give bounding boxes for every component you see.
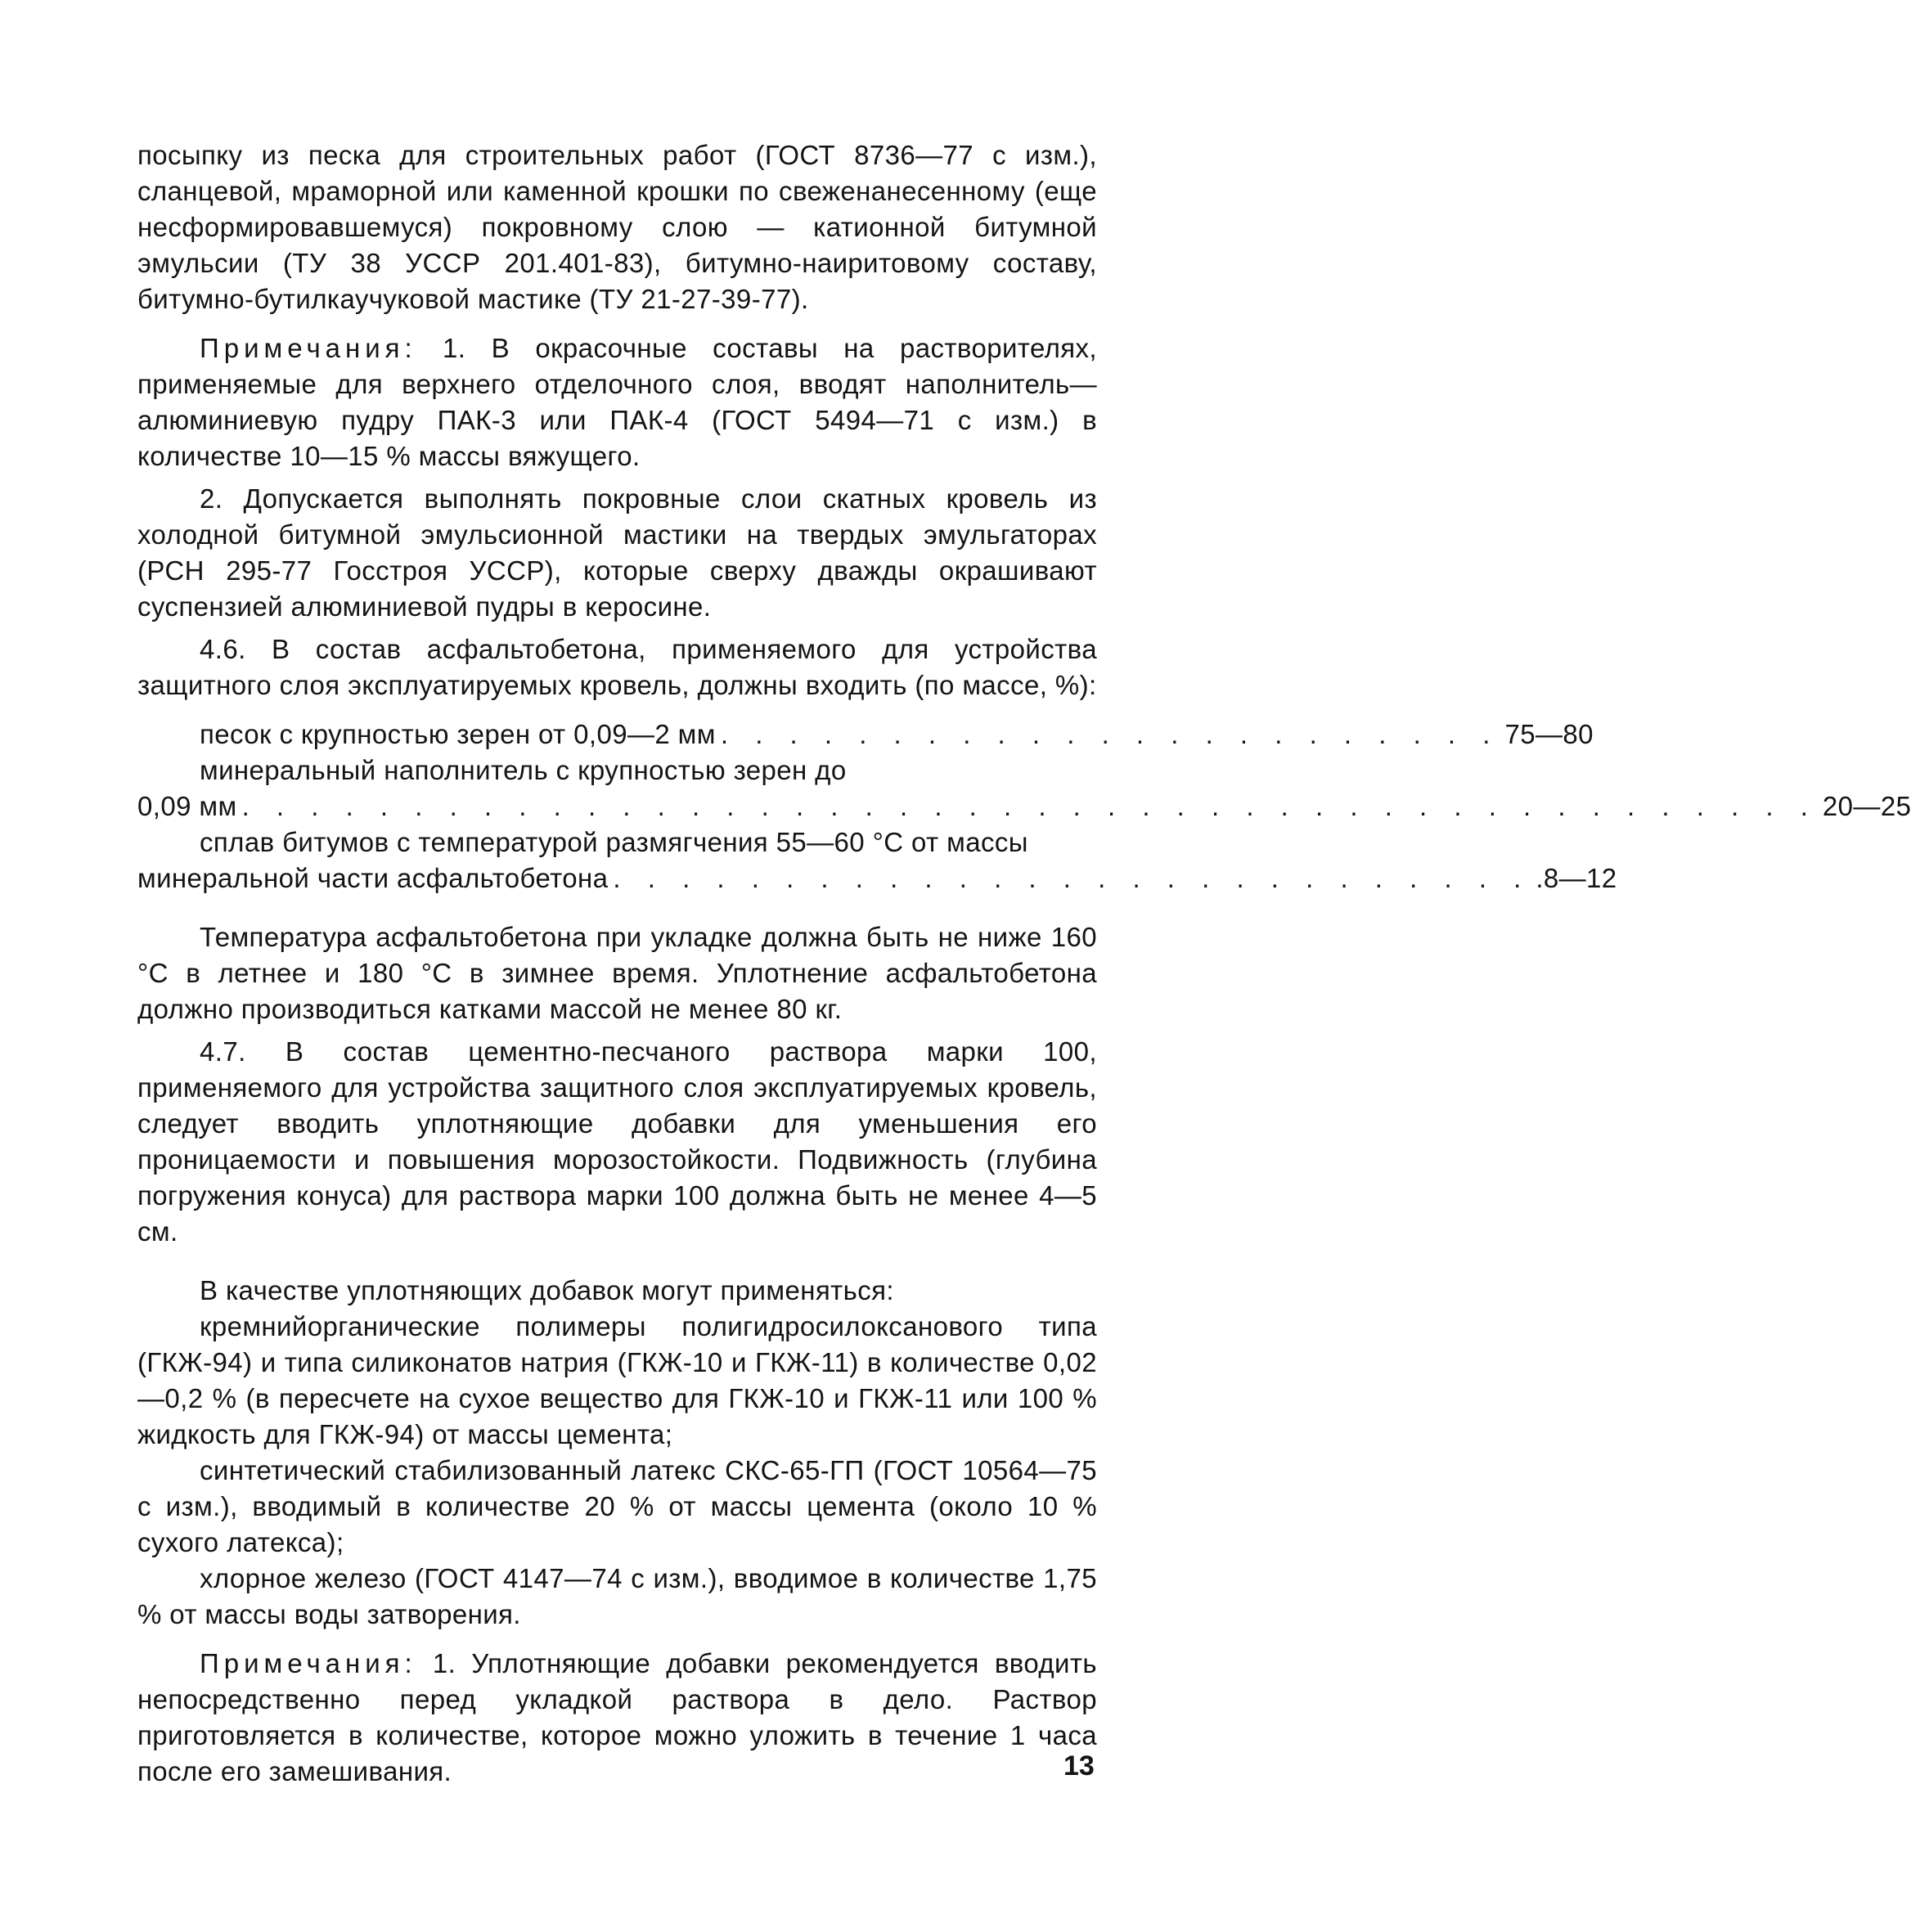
item-value: .8—12 bbox=[1536, 863, 1617, 893]
composition-item-filler bbox=[137, 789, 1911, 824]
composition-item-sand bbox=[137, 717, 1594, 753]
composition-item-alloy-line: сплав битумов с температурой размягчения 55—60 °С от массы bbox=[200, 827, 1028, 857]
composition-item-filler-line: минеральный наполнитель с крупностью зерен до bbox=[200, 755, 847, 785]
composition-item-alloy bbox=[137, 860, 1617, 896]
additive-item-3: хлорное железо (ГОСТ 4147—74 с изм.), вводимое в количестве 1,75 % от массы воды затворения. bbox=[137, 1563, 1097, 1629]
note-3 bbox=[137, 1646, 1097, 1790]
note-label: Примечания: bbox=[200, 333, 417, 363]
note-1 bbox=[137, 330, 1097, 474]
item-value: 75—80 bbox=[1504, 719, 1594, 749]
section-4-7: 4.7. В состав цементно-песчаного раствора марки 100, применяемого для устройства защитного слоя эксплуатируемых кровель, следует вводить уплотняющие добавки для уменьшения его проницаемости и повышения морозостойкости. Подвижность (глубина погружения конуса) для раствора марки 100 должна быть не менее 4—5 см. bbox=[137, 1036, 1097, 1247]
note-2: 2. Допускается выполнять покровные слои скатных кровель из холодной битумной эмульсионной мастики на твердых эмульгаторах (РСН 295-77 Госстроя УССР), которые сверху дважды окрашивают суспензией алюминиевой пудры в керосине. bbox=[137, 483, 1097, 622]
note-label: Примечания: bbox=[200, 1648, 417, 1678]
paragraph-continuation: посыпку из песка для строительных работ (ГОСТ 8736—77 с изм.), сланцевой, мраморной или каменной крошки по свеженанесенному (еще несформировавшемуся) покровному слою — катионной битумной эмульсии (ТУ 38 УССР 201.401-83), битумно-наиритовому составу, битумно-бутилкаучуковой мастике (ТУ 21-27-39-77). bbox=[137, 140, 1097, 314]
page-number: 13 bbox=[1063, 1750, 1095, 1781]
note-text: 1. Уплотняющие добавки рекомендуется вводить непосредственно перед укладкой раствора в дело. Раствор приготовляется в количестве, которое можно уложить в течение 1 часа после его замешивания. bbox=[137, 1648, 1097, 1786]
item-label: 0,09 мм bbox=[137, 791, 237, 821]
note-text: 1. В окрасочные составы на растворителях, применяемые для верхнего отделочного слоя, вводят наполнитель— алюминиевую пудру ПАК-3 или ПАК-4 (ГОСТ 5494—71 с изм.) в количестве 10—15 % массы вяжущего. bbox=[137, 333, 1097, 471]
leader-dots: . . . . . . . . . . . . . . . . . . . . . . . . . . . . . . . . . . . . . . . . . . . . . . bbox=[241, 791, 1818, 821]
paragraph-temperature: Температура асфальтобетона при укладке должна быть не ниже 160 °С в летнее и 180 °С в зимнее время. Уплотнение асфальтобетона должно производиться катками массой не менее 80 кг. bbox=[137, 922, 1097, 1024]
item-label: песок с крупностью зерен от 0,09—2 мм bbox=[200, 719, 716, 749]
section-4-6: 4.6. В состав асфальтобетона, применяемого для устройства защитного слоя эксплуатируемых кровель, должны входить (по массе, %): bbox=[137, 634, 1097, 700]
document-page bbox=[137, 137, 1911, 1790]
item-label: минеральной части асфальтобетона bbox=[137, 863, 609, 893]
composition-list bbox=[137, 717, 1911, 896]
paragraph-additives-intro: В качестве уплотняющих добавок могут применяться: bbox=[200, 1275, 894, 1305]
additive-item-1: кремнийорганические полимеры полигидросилоксанового типа (ГКЖ-94) и типа силиконатов натрия (ГКЖ-10 и ГКЖ-11) в количестве 0,02—0,2 % (в пересчете на сухое вещество для ГКЖ-10 и ГКЖ-11 или 100 % жидкость для ГКЖ-94) от массы цемента; bbox=[137, 1311, 1097, 1449]
leader-dots: . . . . . . . . . . . . . . . . . . . . . . . bbox=[720, 719, 1500, 749]
additive-item-2: синтетический стабилизованный латекс СКС-65-ГП (ГОСТ 10564—75 с изм.), вводимый в количестве 20 % от массы цемента (около 10 % сухого латекса); bbox=[137, 1455, 1097, 1557]
leader-dots: . . . . . . . . . . . . . . . . . . . . . . . . . . . bbox=[613, 863, 1531, 893]
item-value: 20—25 bbox=[1822, 791, 1911, 821]
